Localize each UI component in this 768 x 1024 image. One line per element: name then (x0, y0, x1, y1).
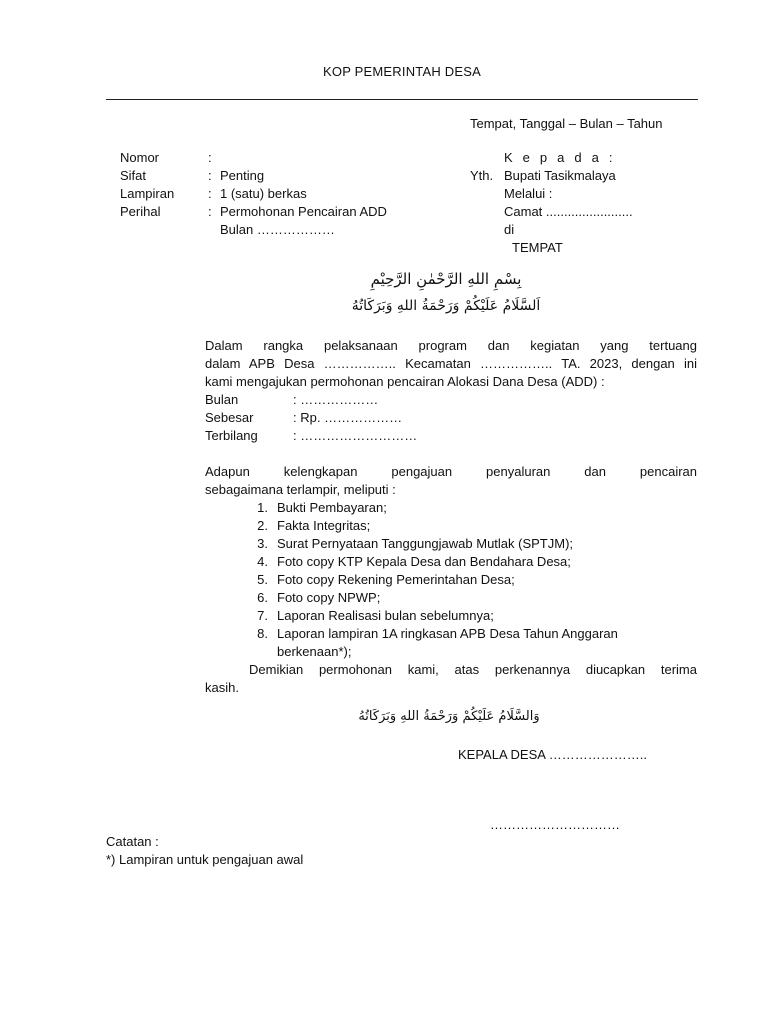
meta-value: 1 (satu) berkas (220, 186, 307, 201)
list-item: 6. Foto copy NPWP; (257, 590, 381, 605)
field-terbilang: Terbilang : ……………………… (205, 428, 418, 443)
list-item: 3. Surat Pernyataan Tanggungjawab Mutlak (SPTJM); (257, 536, 574, 551)
letter-meta (120, 149, 387, 239)
para1-line: Dalam rangka pelaksanaan program dan kegiatan yang tertuang (205, 338, 697, 353)
list-item: 7. Laporan Realisasi bulan sebelumnya; (257, 608, 494, 623)
recipient-name: Bupati Tasikmalaya (504, 168, 616, 183)
closing-line: Demikian permohonan kami, atas perkenannya diucapkan terima (249, 662, 697, 677)
para2-line: Adapun kelengkapan pengajuan penyaluran dan pencairan (205, 464, 697, 479)
meta-label: Perihal (120, 204, 161, 219)
recipient-camat: Camat ........................ (504, 204, 633, 219)
signature-name-line: ………………………… (490, 817, 620, 832)
closing-line: kasih. (205, 680, 239, 695)
meta-row-perihal (120, 203, 387, 221)
meta-colon: : (208, 186, 212, 201)
footnote-label: Catatan : (106, 834, 159, 849)
letter-body (205, 337, 697, 697)
meta-label: Lampiran (120, 186, 175, 201)
recipient-yth: Yth. (470, 168, 494, 183)
arabic-closing-salam (345, 703, 553, 727)
meta-row-nomor (120, 149, 387, 167)
field-bulan: Bulan : ……………… (205, 392, 379, 407)
recipient-melalui: Melalui : (504, 186, 553, 201)
field-sebesar: Sebesar : Rp. ……………… (205, 410, 403, 425)
meta-colon: : (208, 168, 212, 183)
para1-line: kami mengajukan permohonan pencairan Alokasi Dana Desa (ADD) : (205, 374, 605, 389)
list-item: 2. Fakta Integritas; (257, 518, 371, 533)
recipient-di: di (504, 222, 515, 237)
letterhead-title: KOP PEMERINTAH DESA (323, 64, 481, 79)
meta-row-lampiran (120, 185, 387, 203)
meta-label: Nomor (120, 150, 160, 165)
place-date: Tempat, Tanggal – Bulan – Tahun (470, 116, 663, 131)
meta-value: Penting (220, 168, 265, 183)
meta-colon: : (208, 204, 212, 219)
para1-line: dalam APB Desa …………….. Kecamatan …………….. TA. 2023, dengan ini (205, 356, 697, 371)
list-item: 1. Bukti Pembayaran; (257, 500, 387, 515)
attachment-list (205, 499, 697, 661)
meta-value: Permohonan Pencairan ADD (220, 204, 387, 219)
salam-calligraphy: اَلسَّلَامُ عَلَيْكُمْ وَرَحْمَةُ اللهِ وَبَرَكَاتُهُ (351, 298, 541, 314)
para2-line: sebagaimana terlampir, meliputi : (205, 482, 396, 497)
list-item: 8. Laporan lampiran 1A ringkasan APB Desa Tahun Anggaran (257, 626, 618, 641)
list-item-cont: berkenaan*); (277, 644, 352, 659)
perihal-month: Bulan ……………… (220, 222, 335, 237)
meta-row-sifat (120, 167, 387, 185)
recipient-kepada: K e p a d a : (504, 150, 616, 165)
recipient-tempat: TEMPAT (512, 240, 563, 255)
list-item: 5. Foto copy Rekening Pemerintahan Desa; (257, 572, 515, 587)
footnote (106, 833, 303, 869)
meta-row-perihal-cont (120, 221, 387, 239)
recipient-block (470, 149, 633, 257)
basmalah-calligraphy: بِسْمِ اللهِ الرَّحْمٰنِ الرَّحِيْمِ (370, 270, 522, 288)
footnote-text: *) Lampiran untuk pengajuan awal (106, 852, 304, 867)
meta-label: Sifat (120, 168, 147, 183)
meta-colon: : (208, 150, 212, 165)
signature-title: KEPALA DESA ………………….. (458, 747, 648, 762)
arabic-greeting (330, 266, 562, 318)
closing-salam-calligraphy: وَالسَّلَامُ عَلَيْكُمْ وَرَحْمَةُ اللهِ وَبَرَكَاتُهُ (358, 709, 540, 724)
list-item: 4. Foto copy KTP Kepala Desa dan Bendahara Desa; (257, 554, 571, 569)
letterhead-rule (106, 99, 698, 100)
